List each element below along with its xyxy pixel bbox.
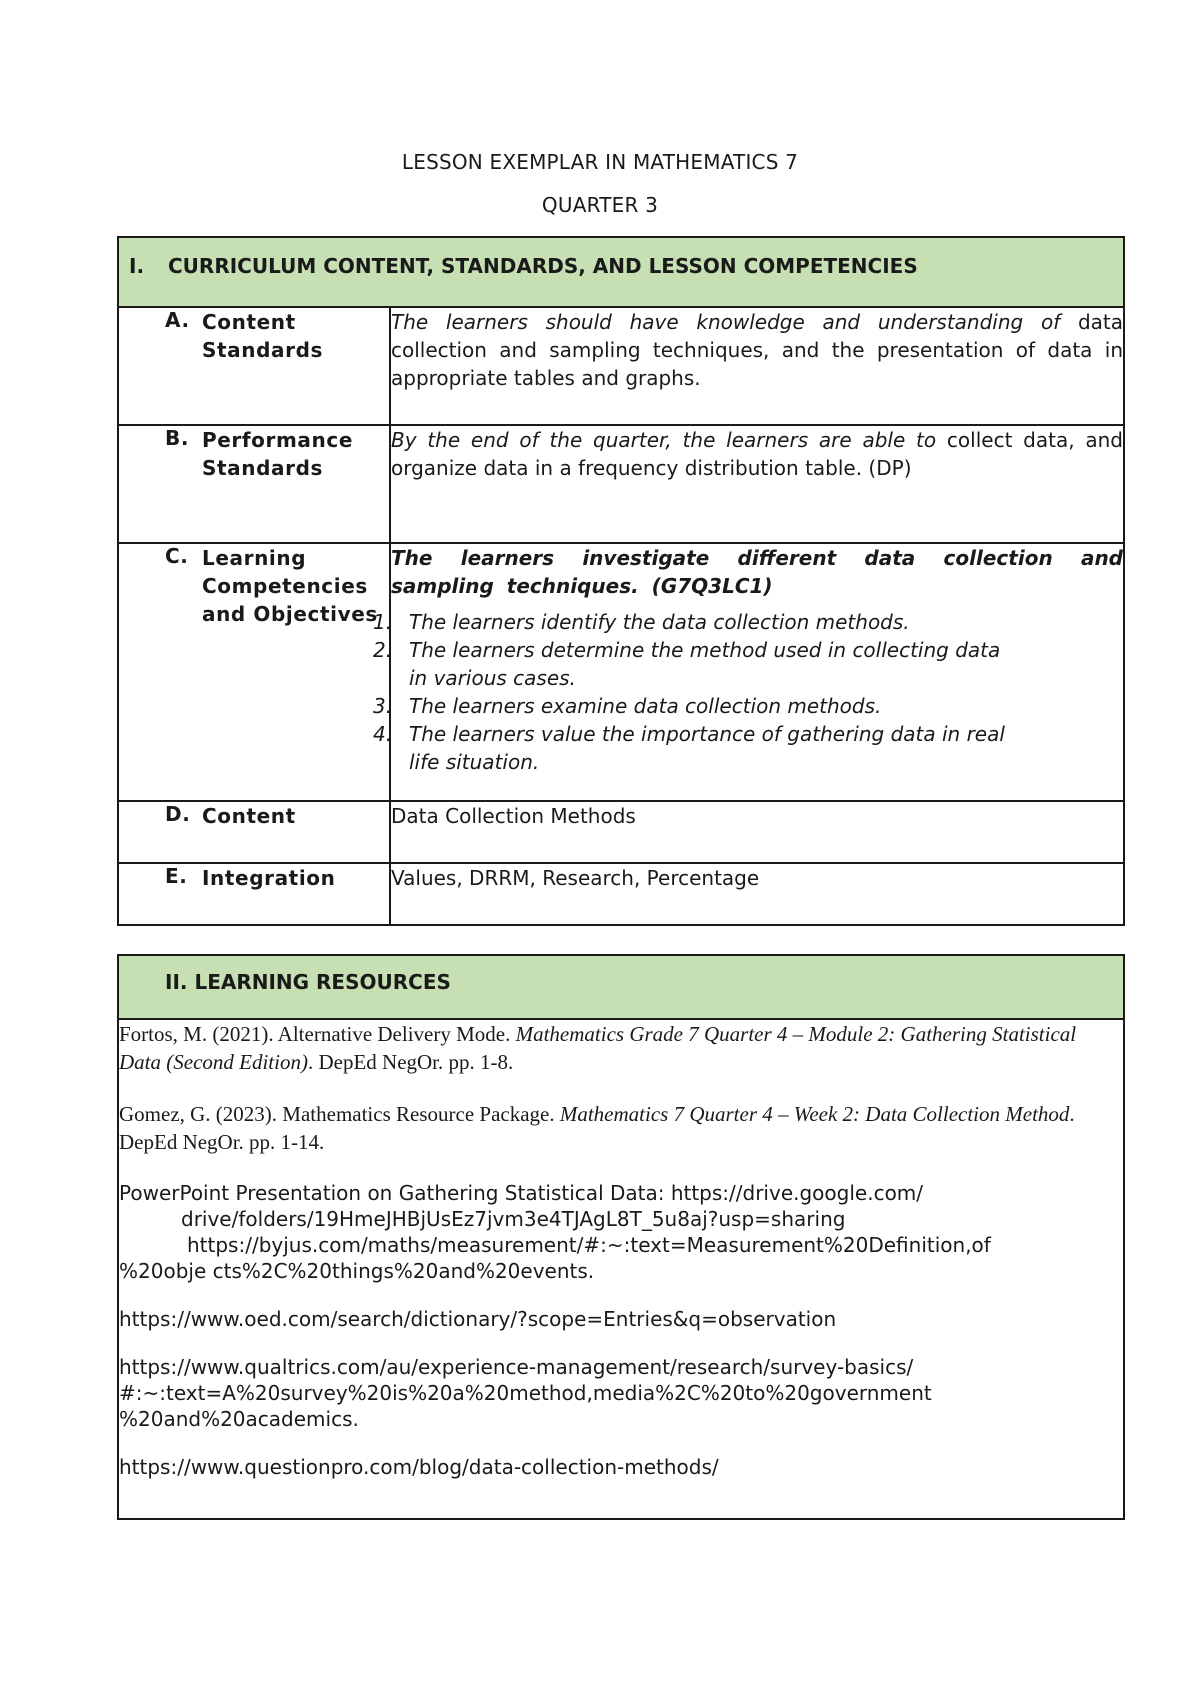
row-label: Content bbox=[202, 804, 296, 828]
section1-heading: CURRICULUM CONTENT, STANDARDS, AND LESSON COMPETENCIES bbox=[168, 254, 918, 278]
qualtrics-reference bbox=[119, 1354, 1123, 1432]
qualtrics-link-end[interactable]: %20and%20academics. bbox=[119, 1407, 359, 1431]
reference-tail: . DepEd NegOr. pp. 1-8. bbox=[307, 1050, 514, 1074]
row-label: Learning Competencies and Objectives bbox=[202, 546, 378, 626]
reference-entry bbox=[119, 1020, 1123, 1076]
list-item: 1. The learners identify the data collection methods. bbox=[373, 610, 910, 634]
content-value: Data Collection Methods bbox=[390, 801, 1124, 863]
performance-standards-value bbox=[390, 425, 1124, 543]
qualtrics-link[interactable]: https://www.qualtrics.com/au/experience-management/research/survey-basics/ bbox=[119, 1355, 914, 1379]
row-label: Integration bbox=[202, 866, 336, 890]
row-performance-standards bbox=[118, 425, 1124, 543]
reference-author: Fortos, M. (2021). Alternative Delivery Mode. bbox=[119, 1022, 516, 1046]
reference-title: Mathematics 7 Quarter 4 – Week 2: Data Collection Method bbox=[559, 1102, 1070, 1126]
oed-link[interactable]: https://www.oed.com/search/dictionary/?scope=Entries&q=observation bbox=[119, 1307, 837, 1331]
row-letter: C. bbox=[165, 544, 189, 568]
performance-standards-rest: collect data, and organize data in a frequency distribution table. (DP) bbox=[391, 428, 1123, 480]
row-label: Performance Standards bbox=[202, 428, 353, 480]
learning-resources-table bbox=[117, 954, 1125, 1520]
reference-tail: . DepEd NegOr. pp. 1-14. bbox=[119, 1102, 1075, 1154]
row-integration bbox=[118, 863, 1124, 925]
qualtrics-link-cont[interactable]: #:~:text=A%20survey%20is%20a%20method,media%2C%20to%20government bbox=[119, 1381, 932, 1405]
list-item: 4. The learners value the importance of gathering data in real life situation. bbox=[373, 722, 1005, 774]
content-standards-italic: The learners should have knowledge and understanding of bbox=[391, 310, 1061, 334]
content-standards-value bbox=[390, 307, 1124, 425]
powerpoint-link[interactable]: drive/folders/19HmeJHBjUsEz7jvm3e4TJAgL8T_5u8aj?usp=sharing bbox=[181, 1207, 846, 1231]
section1-header bbox=[118, 237, 1124, 307]
reference-entry bbox=[119, 1100, 1123, 1156]
competency-statement: The learners investigate different data collection and sampling techniques. (G7Q3LC1) bbox=[391, 546, 1123, 598]
powerpoint-reference bbox=[119, 1180, 1123, 1284]
resources-list bbox=[118, 1019, 1124, 1519]
row-content-standards bbox=[118, 307, 1124, 425]
list-item: 3. The learners examine data collection methods. bbox=[373, 694, 882, 718]
learning-competencies-value bbox=[373, 543, 1124, 801]
reference-title: Mathematics Grade 7 Quarter 4 – Module 2: Gathering Statistical Data (Second Edition) bbox=[119, 1022, 1077, 1074]
quarter-label: QUARTER 3 bbox=[541, 193, 659, 217]
list-item: 2. The learners determine the method used in collecting data in various cases. bbox=[373, 638, 1001, 690]
reference-author: Gomez, G. (2023). Mathematics Resource Package. bbox=[119, 1102, 560, 1126]
section1-number: I. bbox=[129, 254, 145, 278]
integration-value: Values, DRRM, Research, Percentage bbox=[390, 863, 1124, 925]
row-label: Content Standards bbox=[202, 310, 323, 362]
row-content bbox=[118, 801, 1124, 863]
row-letter: B. bbox=[165, 426, 190, 450]
performance-standards-italic: By the end of the quarter, the learners are able to bbox=[391, 428, 937, 452]
byjus-link[interactable]: https://byjus.com/maths/measurement/#:~:text=Measurement%20Definition,of bbox=[187, 1233, 991, 1257]
section2-header bbox=[118, 955, 1124, 1019]
section2-heading: II. LEARNING RESOURCES bbox=[165, 970, 451, 994]
document-title: LESSON EXEMPLAR IN MATHEMATICS 7 bbox=[401, 150, 799, 174]
row-learning-competencies bbox=[118, 543, 1124, 801]
objectives-list bbox=[373, 608, 1123, 776]
powerpoint-label: PowerPoint Presentation on Gathering Statistical Data: https://drive.google.com/ bbox=[119, 1181, 924, 1205]
content-standards-rest: data collection and sampling techniques, and the presentation of data in appropriate tables and graphs. bbox=[391, 310, 1124, 390]
curriculum-table bbox=[117, 236, 1125, 926]
row-letter: A. bbox=[165, 308, 190, 332]
row-letter: D. bbox=[165, 802, 191, 826]
questionpro-link[interactable]: https://www.questionpro.com/blog/data-collection-methods/ bbox=[119, 1455, 719, 1479]
row-letter: E. bbox=[165, 864, 188, 888]
byjus-link-cont[interactable]: %20obje cts%2C%20things%20and%20events. bbox=[119, 1259, 595, 1283]
